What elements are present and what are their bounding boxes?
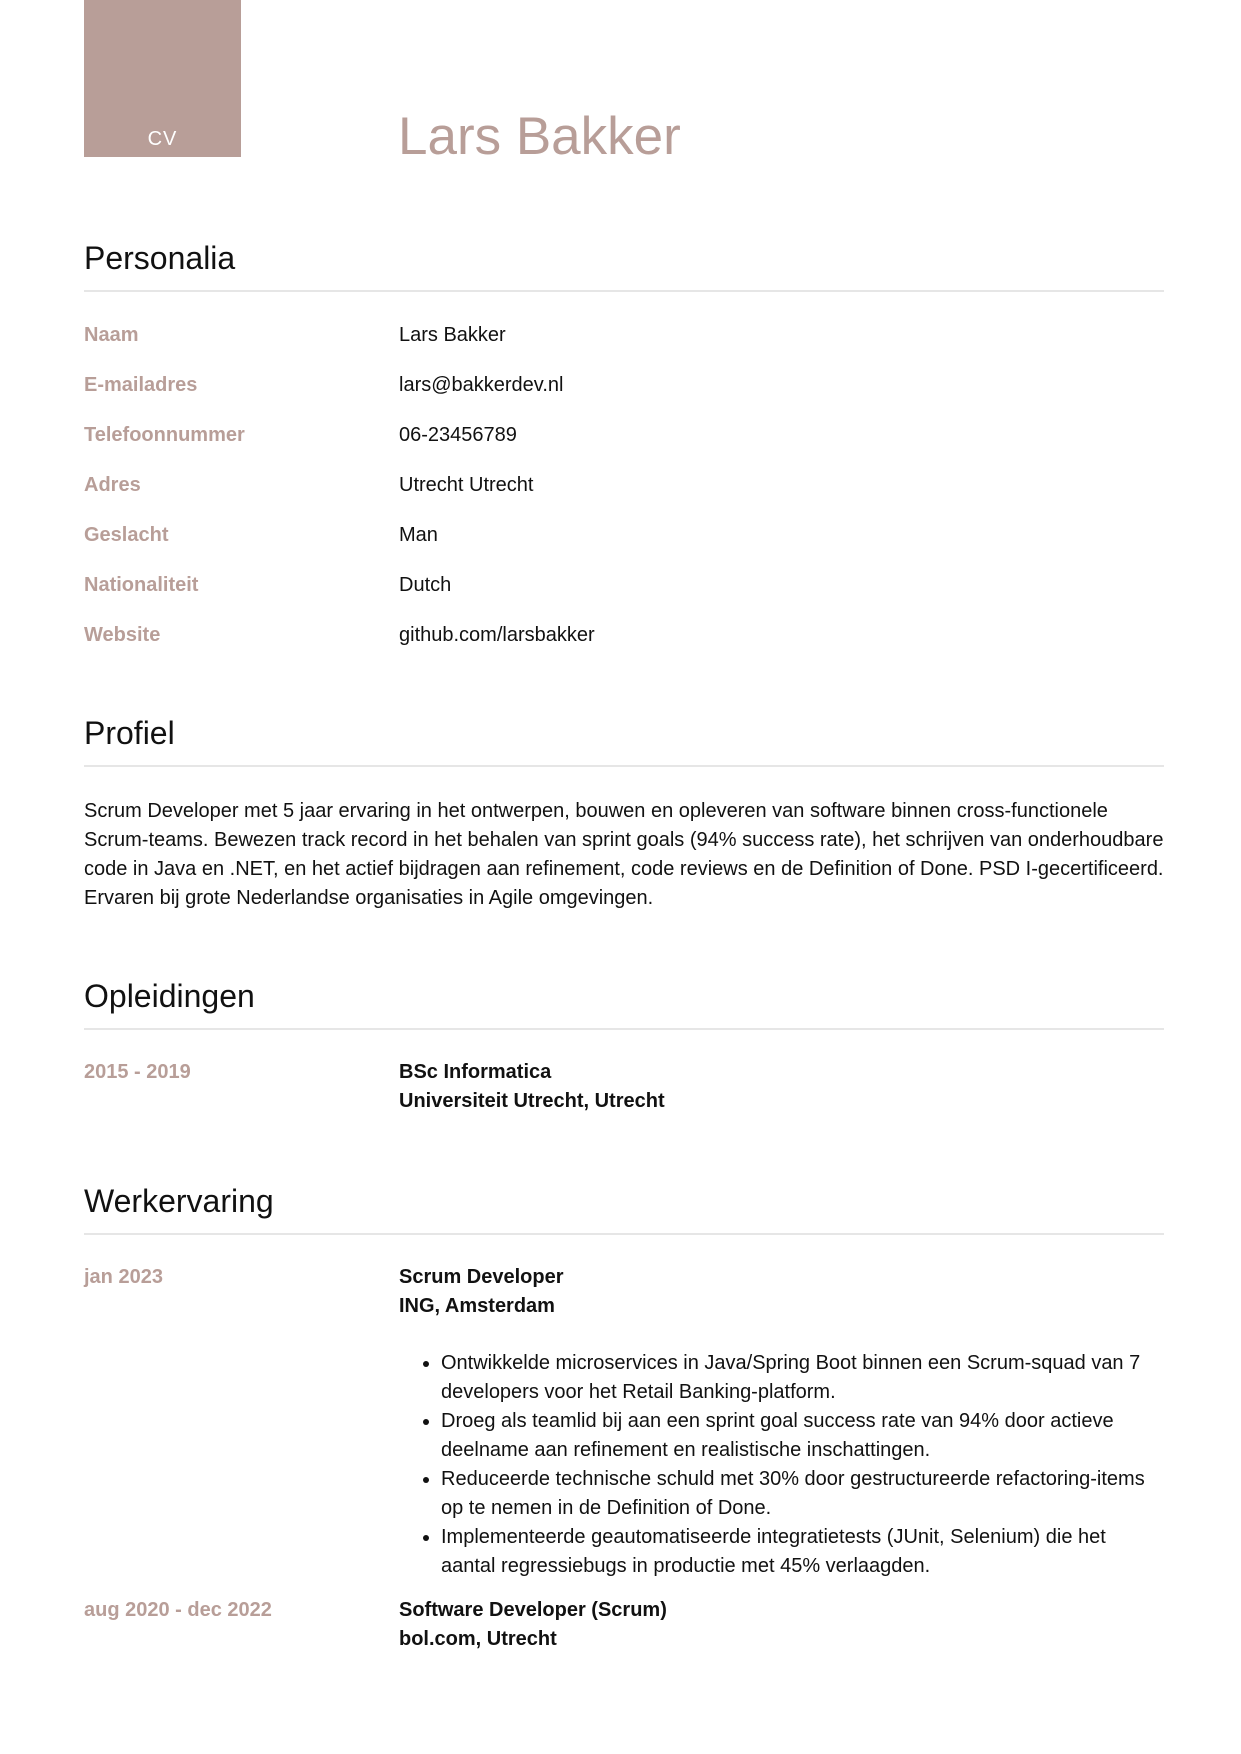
work-bullet: • Ontwikkelde microservices in Java/Spring Boot binnen een Scrum-squad van 7 developers voor het Retail Banking-platform. bbox=[441, 1349, 1164, 1407]
section-title-opleidingen: Opleidingen bbox=[84, 978, 1164, 1030]
personalia-row bbox=[84, 574, 1164, 624]
work-bullets bbox=[399, 1349, 1164, 1581]
cv-photo-block bbox=[84, 0, 241, 157]
work-bullet: • Droeg als teamlid bij aan een sprint goal success rate van 94% door actieve deelname aan refinement en realistische inschattingen. bbox=[441, 1407, 1164, 1465]
education-period: 2015 - 2019 bbox=[84, 1061, 191, 1083]
section-personalia bbox=[84, 240, 1164, 674]
personalia-label: Geslacht bbox=[84, 524, 169, 546]
work-role: Scrum Developer bbox=[399, 1266, 564, 1288]
personalia-row bbox=[84, 424, 1164, 474]
page-title: Lars Bakker bbox=[398, 107, 681, 166]
section-opleidingen bbox=[84, 978, 1164, 1116]
personalia-row bbox=[84, 624, 1164, 674]
personalia-row bbox=[84, 374, 1164, 424]
work-company: bol.com, Utrecht bbox=[399, 1628, 557, 1650]
profile-text: Scrum Developer met 5 jaar ervaring in het ontwerpen, bouwen en opleveren van software binnen cross-functionele Scrum-teams. Bewezen track record in het behalen van sprint goals (94% success rate), het schrijven van onderhoudbare code in Java en .NET, en het actief bijdragen aan refinement, code reviews en de Definition of Done. PSD I-gecertificeerd. Ervaren bij grote Nederlandse organisaties in Agile omgevingen. bbox=[84, 800, 1164, 909]
personalia-label: Telefoonnummer bbox=[84, 424, 245, 446]
personalia-label: Adres bbox=[84, 474, 141, 496]
work-entry bbox=[84, 1596, 1164, 1654]
personalia-value: Lars Bakker bbox=[399, 324, 506, 346]
section-profiel bbox=[84, 715, 1164, 913]
section-title-werkervaring: Werkervaring bbox=[84, 1183, 1164, 1235]
section-title-profiel: Profiel bbox=[84, 715, 1164, 767]
personalia-value: Man bbox=[399, 524, 438, 546]
cv-label: CV bbox=[147, 128, 178, 150]
personalia-label: Naam bbox=[84, 324, 139, 346]
personalia-label: Website bbox=[84, 624, 161, 646]
personalia-value: lars@bakkerdev.nl bbox=[399, 374, 564, 396]
work-entry bbox=[84, 1263, 1164, 1581]
education-entry bbox=[84, 1058, 1164, 1116]
personalia-row bbox=[84, 324, 1164, 374]
personalia-value: Dutch bbox=[399, 574, 452, 596]
personalia-value: Utrecht Utrecht bbox=[399, 474, 534, 496]
personalia-row bbox=[84, 524, 1164, 574]
work-period: jan 2023 bbox=[84, 1266, 163, 1288]
personalia-label: Nationaliteit bbox=[84, 574, 199, 596]
personalia-label: E-mailadres bbox=[84, 374, 198, 396]
work-company: ING, Amsterdam bbox=[399, 1295, 555, 1317]
personalia-value: 06-23456789 bbox=[399, 424, 517, 446]
personalia-row bbox=[84, 474, 1164, 524]
work-bullet: • Implementeerde geautomatiseerde integratietests (JUnit, Selenium) die het aantal regressiebugs in productie met 45% verlaagden. bbox=[441, 1523, 1164, 1581]
education-school: Universiteit Utrecht, Utrecht bbox=[399, 1090, 665, 1112]
work-bullet: • Reduceerde technische schuld met 30% door gestructureerde refactoring-items op te nemen in de Definition of Done. bbox=[441, 1465, 1164, 1523]
personalia-value: github.com/larsbakker bbox=[399, 624, 595, 646]
section-werkervaring bbox=[84, 1183, 1164, 1654]
personalia-list bbox=[84, 324, 1164, 674]
work-role: Software Developer (Scrum) bbox=[399, 1599, 667, 1621]
education-degree: BSc Informatica bbox=[399, 1061, 552, 1083]
work-period: aug 2020 - dec 2022 bbox=[84, 1599, 272, 1621]
section-title-personalia: Personalia bbox=[84, 240, 1164, 292]
